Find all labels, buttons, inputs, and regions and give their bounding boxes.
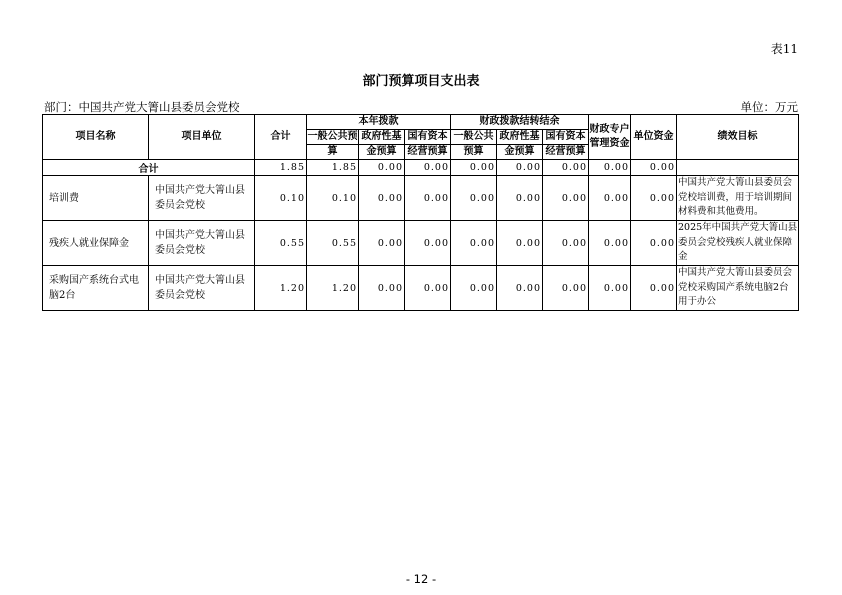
header-cy-govfund-2: 金预算 <box>359 145 405 160</box>
table-row <box>43 266 799 311</box>
total-cell: 1.85 <box>255 160 307 176</box>
goal-cell: 中国共产党大箐山县委员会党校培训费，用于培训期间材料费和其他费用。 <box>677 176 799 221</box>
total-cell: 1.85 <box>307 160 359 176</box>
header-special-account <box>589 115 631 160</box>
header-special-line2: 管理资金 <box>589 138 630 149</box>
header-special-line1: 财政专户 <box>589 124 630 135</box>
header-carryover: 财政拨款结转结余 <box>451 115 589 130</box>
header-project-name: 项目名称 <box>43 115 149 160</box>
total-cell: 0.00 <box>451 160 497 176</box>
value-cell: 0.00 <box>543 221 589 266</box>
header-co-general-2: 预算 <box>451 145 497 160</box>
value-cell: 0.10 <box>255 176 307 221</box>
value-cell: 0.00 <box>589 221 631 266</box>
value-cell: 0.00 <box>497 266 543 311</box>
header-current-year: 本年拨款 <box>307 115 451 130</box>
value-cell: 0.00 <box>497 176 543 221</box>
header-cy-govfund: 政府性基 <box>359 130 405 145</box>
value-cell: 0.00 <box>543 266 589 311</box>
value-cell: 0.00 <box>451 266 497 311</box>
header-co-general: 一般公共 <box>451 130 497 145</box>
header-goal: 绩效目标 <box>677 115 799 160</box>
header-cy-general: 一般公共预 <box>307 130 359 145</box>
project-unit-cell: 中国共产党大箐山县委员会党校 <box>149 221 255 266</box>
value-cell: 0.00 <box>631 266 677 311</box>
value-cell: 1.20 <box>255 266 307 311</box>
value-cell: 0.00 <box>589 266 631 311</box>
value-cell: 0.00 <box>631 221 677 266</box>
table-number: 表11 <box>770 42 798 56</box>
value-cell: 0.00 <box>589 176 631 221</box>
value-cell: 1.20 <box>307 266 359 311</box>
value-cell: 0.00 <box>405 176 451 221</box>
value-cell: 0.00 <box>543 176 589 221</box>
page-number: - 12 - <box>405 572 437 586</box>
header-total: 合计 <box>255 115 307 160</box>
value-cell: 0.00 <box>451 221 497 266</box>
header-co-state: 国有资本 <box>543 130 589 145</box>
project-name-cell: 残疾人就业保障金 <box>43 221 149 266</box>
value-cell: 0.00 <box>497 221 543 266</box>
total-label: 合计 <box>43 160 255 176</box>
value-cell: 0.55 <box>307 221 359 266</box>
unit-label: 单位：万元 <box>740 100 798 114</box>
header-co-govfund: 政府性基 <box>497 130 543 145</box>
total-cell: 0.00 <box>359 160 405 176</box>
goal-cell: 中国共产党大箐山县委员会党校采购国产系统电脑2台用于办公 <box>677 266 799 311</box>
value-cell: 0.10 <box>307 176 359 221</box>
project-unit-cell: 中国共产党大箐山县委员会党校 <box>149 176 255 221</box>
header-cy-state: 国有资本 <box>405 130 451 145</box>
value-cell: 0.00 <box>631 176 677 221</box>
value-cell: 0.00 <box>359 176 405 221</box>
total-cell: 0.00 <box>589 160 631 176</box>
project-name-cell: 采购国产系统台式电脑2台 <box>43 266 149 311</box>
table-row <box>43 221 799 266</box>
header-unit-funds: 单位资金 <box>631 115 677 160</box>
total-cell: 0.00 <box>405 160 451 176</box>
department-label: 部门：中国共产党大箐山县委员会党校 <box>44 100 240 114</box>
header-cy-general-2: 算 <box>307 145 359 160</box>
project-expenditure-table <box>42 114 799 311</box>
total-goal-cell <box>677 160 799 176</box>
header-co-govfund-2: 金预算 <box>497 145 543 160</box>
total-row <box>43 160 799 176</box>
total-cell: 0.00 <box>497 160 543 176</box>
value-cell: 0.00 <box>359 266 405 311</box>
header-co-state-2: 经营预算 <box>543 145 589 160</box>
value-cell: 0.00 <box>359 221 405 266</box>
goal-cell: 2025年中国共产党大箐山县委员会党校残疾人就业保障金 <box>677 221 799 266</box>
value-cell: 0.00 <box>405 221 451 266</box>
page-title: 部门预算项目支出表 <box>362 74 480 89</box>
value-cell: 0.55 <box>255 221 307 266</box>
total-cell: 0.00 <box>631 160 677 176</box>
total-cell: 0.00 <box>543 160 589 176</box>
project-name-cell: 培训费 <box>43 176 149 221</box>
project-unit-cell: 中国共产党大箐山县委员会党校 <box>149 266 255 311</box>
header-project-unit: 项目单位 <box>149 115 255 160</box>
table-row <box>43 176 799 221</box>
value-cell: 0.00 <box>405 266 451 311</box>
header-cy-state-2: 经营预算 <box>405 145 451 160</box>
value-cell: 0.00 <box>451 176 497 221</box>
